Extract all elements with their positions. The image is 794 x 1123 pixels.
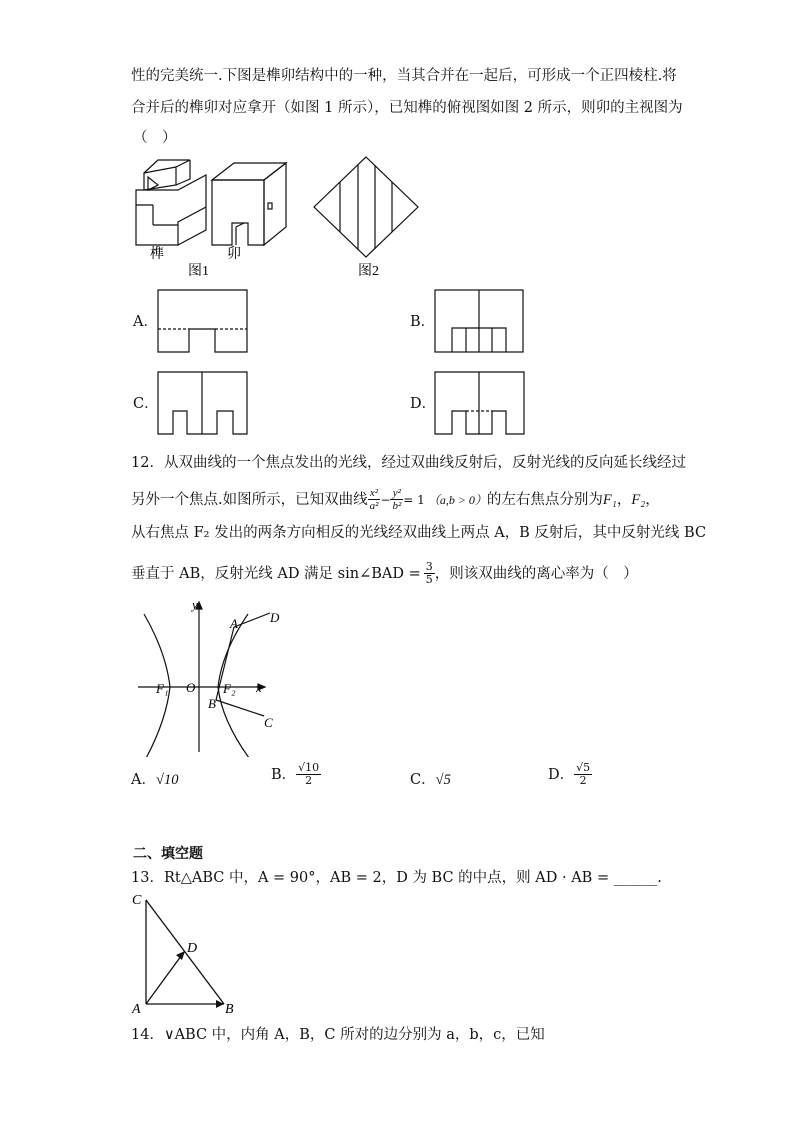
q12-eq-y-fraction bbox=[390, 487, 403, 512]
q11-answer-blank: （ ） bbox=[133, 130, 177, 146]
figure-1-tenon-mortise bbox=[128, 155, 308, 280]
q12-option-b-den: 2 bbox=[305, 774, 313, 787]
q12-eq-x2: x² bbox=[368, 487, 381, 500]
q14-text: 14．∨ABC 中，内角 A，B，C 所对的边分别为 a，b，c，已知 bbox=[131, 1027, 545, 1043]
tri-label-a: A bbox=[132, 1002, 141, 1017]
q12-sin-num: 3 bbox=[425, 560, 433, 573]
q12-line2-prefix: 另外一个焦点.如图所示，已知双曲线 bbox=[131, 491, 368, 508]
fig1-label-mortise: 卯 bbox=[227, 247, 241, 262]
q12-option-b-label: B． bbox=[271, 766, 297, 783]
q12-option-b-fraction bbox=[296, 762, 321, 787]
origin-label: O bbox=[186, 680, 196, 695]
arrow-head-D bbox=[176, 951, 185, 960]
q12-comma-2: ， bbox=[645, 491, 660, 508]
q11-option-c-figure[interactable] bbox=[157, 371, 249, 437]
q12-text-line-2 bbox=[131, 487, 660, 512]
focus-f2-label: F₂ bbox=[223, 681, 236, 696]
q12-eq-x-fraction bbox=[368, 487, 381, 512]
q12-option-b[interactable] bbox=[271, 762, 321, 787]
ray-AD bbox=[234, 613, 270, 627]
q11-text-line-2: 合并后的榫卯对应拿开（如图 1 所示），已知榫的俯视图如图 2 所示，则卯的主视图为 bbox=[131, 100, 683, 116]
q12-sin-fraction bbox=[424, 561, 435, 586]
q12-line4-suffix: ，则该双曲线的离心率为（ ） bbox=[434, 565, 638, 582]
q11-option-a-figure[interactable] bbox=[157, 289, 249, 355]
fig2-caption: 图2 bbox=[358, 264, 379, 279]
axis-label-x: x bbox=[256, 680, 262, 695]
tri-label-b: B bbox=[225, 1002, 234, 1017]
q12-eq-minus: − bbox=[380, 492, 391, 507]
figure-2-top-view bbox=[310, 155, 425, 280]
q12-option-c[interactable] bbox=[410, 770, 451, 790]
q12-option-a-value: √10 bbox=[155, 772, 179, 788]
tri-label-c: C bbox=[132, 893, 142, 908]
q12-option-d-num: √5 bbox=[576, 761, 591, 774]
q11-text-line-1: 性的完美统一.下图是榫卯结构中的一种，当其合并在一起后，可形成一个正四棱柱.将 bbox=[131, 68, 677, 84]
q12-option-d-fraction bbox=[574, 762, 592, 787]
q11-option-c-label[interactable]: C． bbox=[133, 396, 159, 412]
q12-line4-prefix: 垂直于 AB，反射光线 AD 满足 sin∠BAD = bbox=[131, 565, 421, 582]
section-heading-fill-in: 二、填空题 bbox=[133, 846, 203, 862]
mortise-drawing bbox=[212, 163, 286, 245]
q12-hyperbola-figure bbox=[130, 592, 290, 757]
q12-sin-den: 5 bbox=[425, 573, 433, 586]
point-c-label: C bbox=[264, 715, 273, 730]
q12-eq-b2: b² bbox=[392, 500, 402, 512]
q11-option-b-label[interactable]: B． bbox=[410, 314, 436, 330]
tri-label-d: D bbox=[187, 941, 198, 956]
q12-eq-y2: y² bbox=[390, 487, 403, 500]
q12-condition: （a,b > 0） bbox=[427, 492, 487, 507]
q11-option-d-figure[interactable] bbox=[434, 371, 526, 437]
q11-option-a-label[interactable]: A． bbox=[133, 314, 158, 330]
q11-option-b-figure[interactable] bbox=[434, 289, 526, 355]
q12-option-c-label: C． bbox=[410, 772, 436, 788]
point-d-label: D bbox=[270, 610, 280, 625]
q12-option-c-value: √5 bbox=[435, 772, 451, 788]
q12-option-d-den: 2 bbox=[579, 774, 587, 787]
mortise-side bbox=[264, 163, 286, 245]
tenon-top-block bbox=[144, 167, 176, 190]
q13-text: 13．Rt△ABC 中，A = 90°，AB = 2，D 为 BC 的中点，则 AD · AB = ______. bbox=[131, 870, 662, 886]
q12-eq-a2: a² bbox=[369, 500, 379, 512]
diamond-outline bbox=[314, 157, 418, 257]
q12-f1-label: F₁ bbox=[602, 491, 617, 508]
vector-AD bbox=[146, 952, 184, 1004]
q12-option-d-label: D． bbox=[548, 766, 575, 783]
q12-option-a[interactable] bbox=[131, 770, 178, 790]
point-a-label: A bbox=[230, 616, 238, 631]
q11-option-d-label[interactable]: D． bbox=[410, 396, 437, 412]
tenon-drawing bbox=[136, 160, 206, 245]
q12-option-a-label: A． bbox=[131, 772, 156, 788]
arrow-head-B bbox=[216, 1000, 224, 1008]
q12-option-d[interactable] bbox=[548, 762, 592, 787]
focus-f1-label: F₁ bbox=[156, 681, 169, 696]
q12-option-b-num: √10 bbox=[298, 761, 320, 774]
q12-eq-rhs: = 1 bbox=[403, 492, 425, 507]
q12-text-line-4 bbox=[131, 561, 638, 586]
fig1-caption: 图1 bbox=[188, 264, 209, 279]
q12-line2-suffix: 的左右焦点分别为 bbox=[486, 491, 603, 508]
axis-label-y: y bbox=[192, 597, 198, 612]
q12-f2-label: F₂ bbox=[631, 491, 646, 508]
mortise-front bbox=[212, 180, 264, 245]
point-b-label: B bbox=[208, 696, 216, 711]
q12-comma-1: ， bbox=[616, 491, 632, 508]
q12-text-line-3: 从右焦点 F₂ 发出的两条方向相反的光线经双曲线上两点 A，B 反射后，其中反射光线 BC bbox=[131, 525, 707, 541]
q13-triangle-figure bbox=[128, 888, 248, 1020]
q12-text-line-1: 12．从双曲线的一个焦点发出的光线，经过双曲线反射后，反射光线的反向延长线经过 bbox=[131, 455, 686, 471]
fig1-label-tenon: 榫 bbox=[150, 247, 164, 262]
